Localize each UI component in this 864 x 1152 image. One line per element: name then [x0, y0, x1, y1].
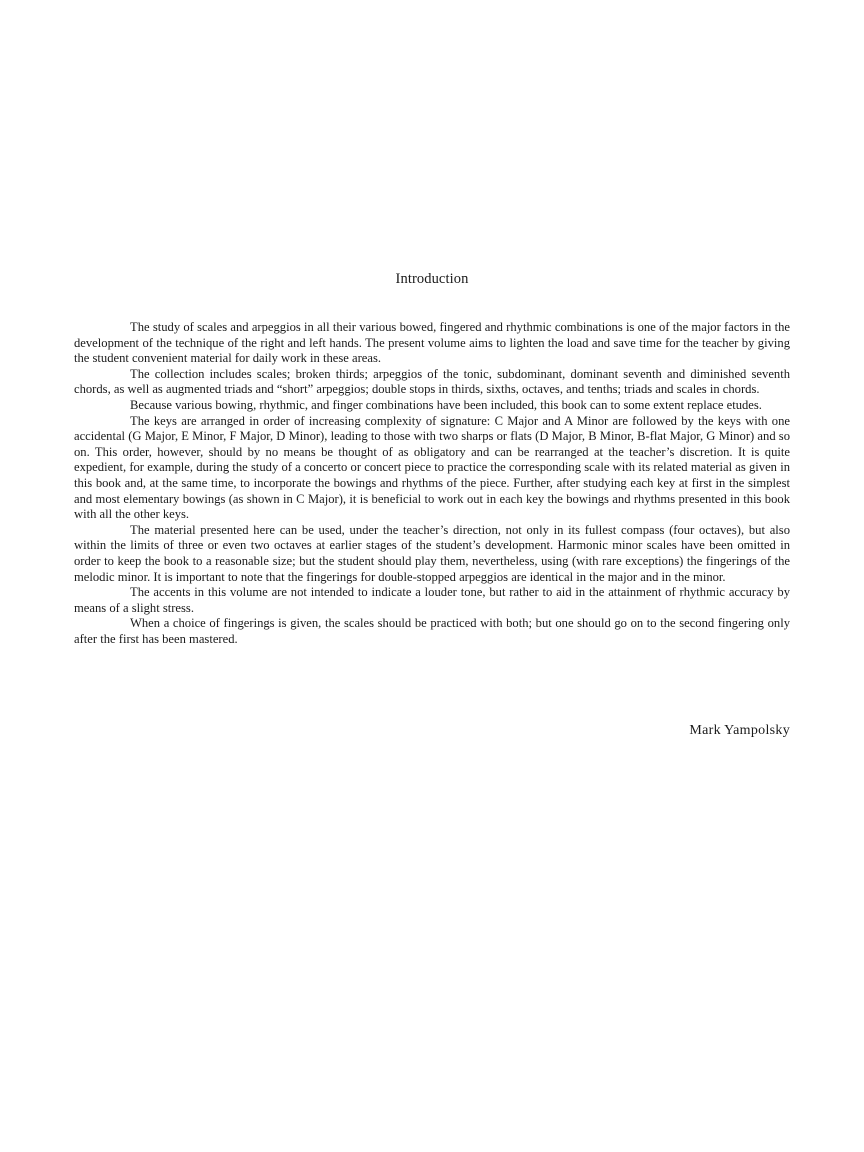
page-title: Introduction [395, 271, 469, 287]
author-signature: Mark Yampolsky [689, 723, 790, 738]
paragraph-fingerings: When a choice of fingerings is given, the scales should be practiced with both; but one should go on to the second fingering only after the first has been mastered. [74, 616, 790, 646]
paragraph-compass: The material presented here can be used, under the teacher’s direction, not only in its fullest compass (four octaves), but also within the limits of three or even two octaves at earlier stages of the student’s development. Harmonic minor scales have been omitted in order to keep the book to a reasonable size; but the student should play them, nevertheless, using (with rare exceptions) the fingerings of the melodic minor. It is important to note that the fingerings for double-stopped arpeggios are identical in the major and in the minor. [74, 522, 790, 584]
paragraph-collection: The collection includes scales; broken thirds; arpeggios of the tonic, subdominant, dominant seventh and diminished seventh chords, as well as augmented triads and “short” arpeggios; double stops in thirds, sixths, octaves, and tenths; triads and scales in chords. [74, 366, 790, 397]
paragraph-keys-order: The keys are arranged in order of increasing complexity of signature: C Major and A Minor are followed by the keys with one accidental (G Major, E Minor, F Major, D Minor), leading to those with two sharps or flats (D Major, B Minor, B-flat Major, G Minor) and so on. This order, however, should by no means be thought of as obligatory and can be rearranged at the teacher’s discretion. It is quite expedient, for example, during the study of a concerto or concert piece to practice the corresponding scale with its related material as given in this book and, at the same time, to incorporate the bowings and rhythms of the piece. Further, after studying each key at first in the simplest and most elementary bowings (as shown in C Major), it is beneficial to work out in each key the bowings and rhythms presented in this book with all the other keys. [74, 413, 790, 522]
paragraph-accents: The accents in this volume are not intended to indicate a louder tone, but rather to aid in the attainment of rhythmic accuracy by means of a slight stress. [74, 585, 790, 615]
paragraph-etudes: Because various bowing, rhythmic, and finger combinations have been included, this book can to some extent replace etudes. [130, 397, 762, 412]
introduction-body [74, 320, 790, 647]
paragraph-purpose: The study of scales and arpeggios in all their various bowed, fingered and rhythmic combinations is one of the major factors in the development of the technique of the right and left hands. The present volume aims to lighten the load and save time for the teacher by giving the student convenient material for daily work in these areas. [74, 320, 790, 366]
